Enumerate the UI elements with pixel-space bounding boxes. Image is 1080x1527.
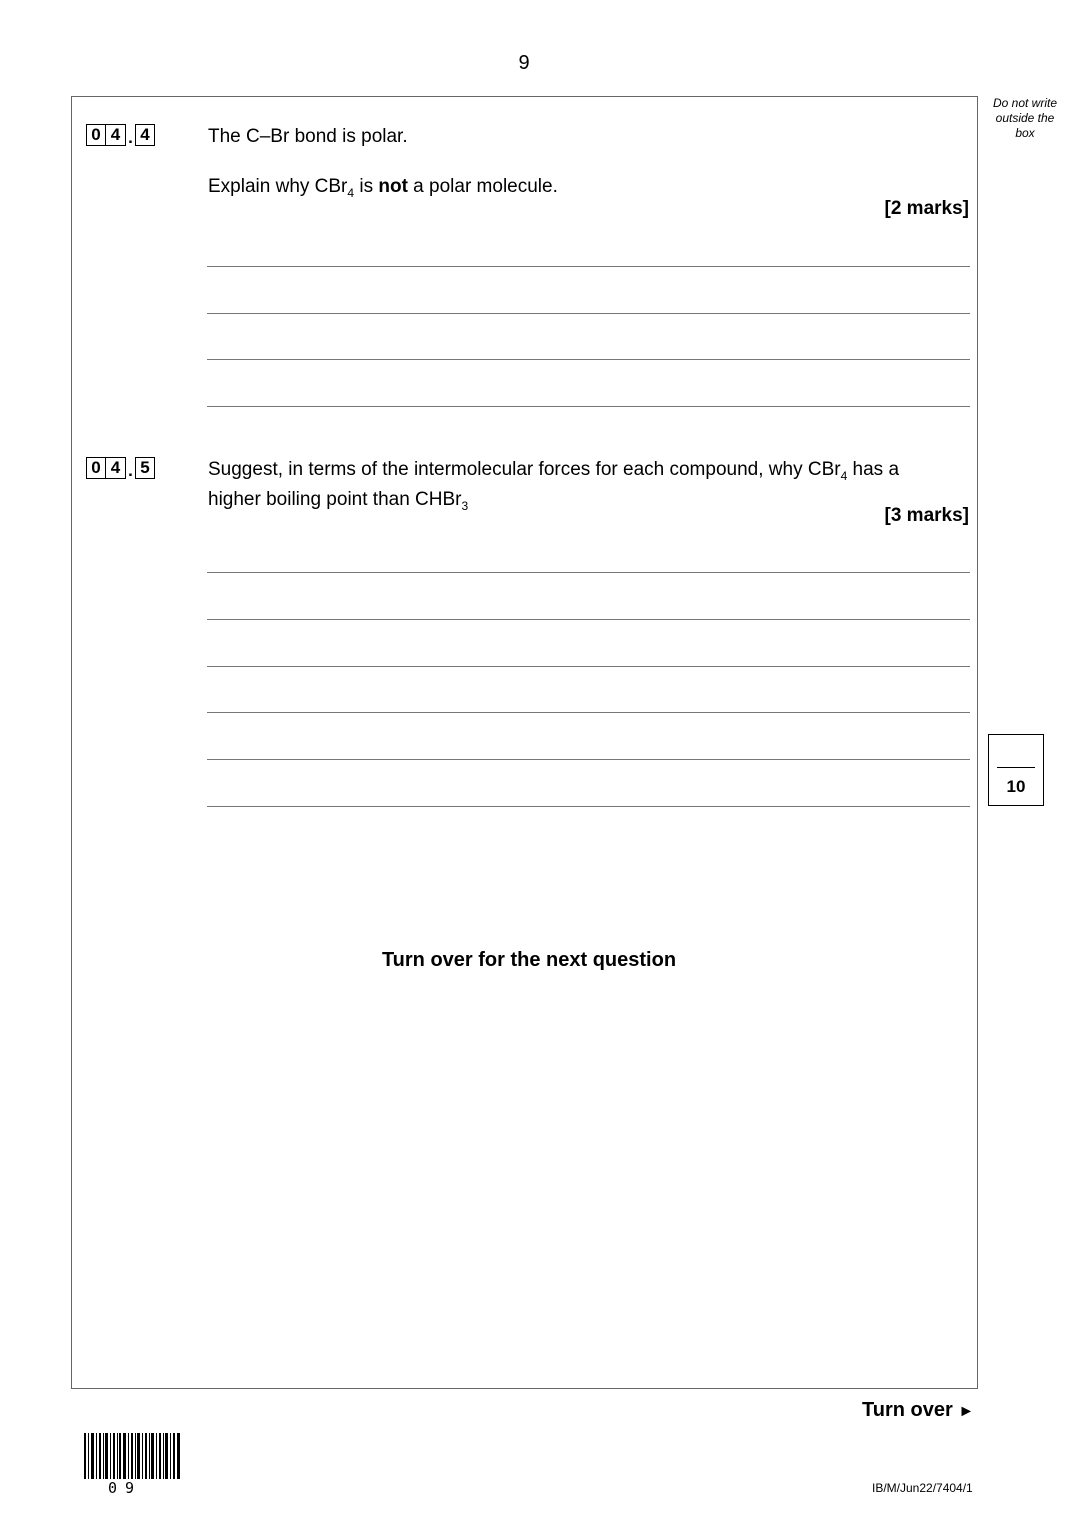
answer-line[interactable] [207,359,970,360]
score-total: 10 [1006,777,1026,796]
question-stem: The C–Br bond is polar. [208,126,408,147]
turn-over-label: Turn over ► [862,1399,975,1421]
page-number: 9 [518,52,530,74]
answer-line[interactable] [207,313,970,314]
question-number-04-4 [86,124,155,146]
question-number-digit: 4 [106,124,126,146]
barcode-digits: 09 [108,1479,143,1497]
question-number-digit: 5 [135,457,155,479]
answer-line[interactable] [207,572,970,573]
margin-note [986,96,1064,141]
turn-over-next-question: Turn over for the next question [381,949,677,971]
margin-note-line: box [1015,126,1035,140]
question-text: Suggest, in terms of the intermolecular forces for each compound, why CBr$_4$ has a higher boiling point than CHBr$_3$ [208,459,900,513]
answer-line[interactable] [207,619,970,620]
question-number-digit: 4 [106,457,126,479]
answer-line[interactable] [207,666,970,667]
question-number-digit: 0 [86,457,106,479]
answer-frame [71,96,978,1389]
question-prompt: Explain why CBr$_4$ is not a polar molecule. [208,176,558,200]
question-number-digit: 4 [135,124,155,146]
score-divider [997,767,1035,768]
question-number-dot: . [128,128,133,147]
question-number-digit: 0 [86,124,106,146]
question-number-04-5 [86,457,155,479]
reference-code: IB/M/Jun22/7404/1 [872,1481,973,1495]
margin-note-line: outside the [995,111,1055,125]
score-box [988,734,1044,806]
answer-line[interactable] [207,712,970,713]
barcode-image [84,1433,180,1479]
answer-line[interactable] [207,406,970,407]
answer-line[interactable] [207,806,970,807]
triangle-right-icon: ► [958,1403,975,1420]
marks-label: [3 marks] [884,505,969,526]
question-number-dot: . [128,461,133,480]
answer-line[interactable] [207,759,970,760]
margin-note-line: Do not write [992,96,1058,110]
answer-line[interactable] [207,266,970,267]
marks-label: [2 marks] [884,198,969,219]
